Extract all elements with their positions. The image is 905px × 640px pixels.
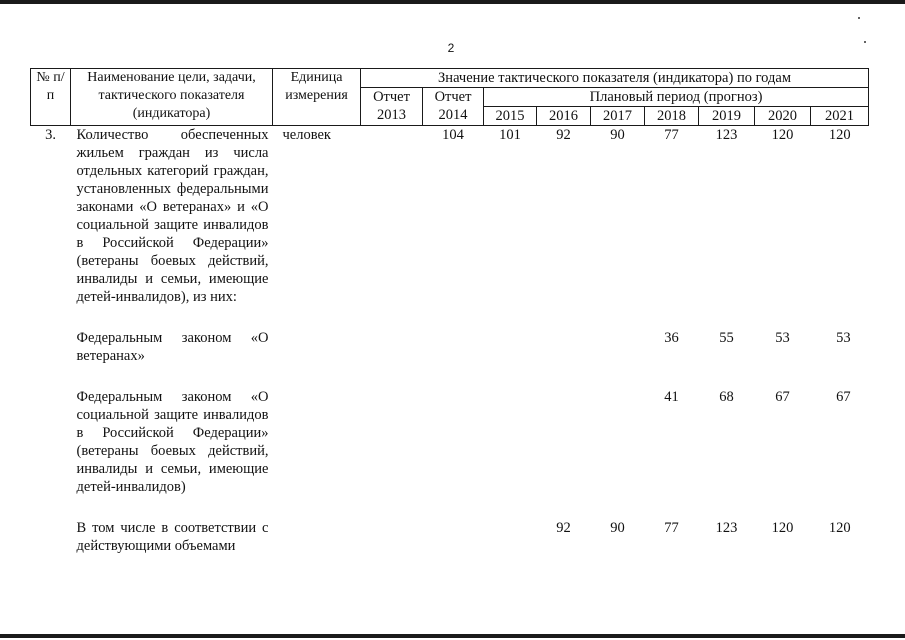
- header-year: 2021: [811, 107, 869, 126]
- value-2016: [537, 388, 591, 496]
- value-2021: 120: [828, 520, 851, 536]
- value-2015: [484, 519, 537, 555]
- row-number: 3.: [45, 127, 56, 143]
- value-report-2014: 104: [442, 127, 464, 143]
- page-bottom-border: [0, 634, 905, 638]
- value-2021: 120: [828, 127, 851, 143]
- value-2017: 90: [610, 520, 625, 536]
- value-report-2014: [423, 388, 484, 496]
- value-2019: 55: [719, 330, 734, 346]
- table-row: [31, 126, 869, 307]
- header-values-group: Значение тактического показателя (индикатора) по годам: [361, 69, 869, 88]
- table-header: [31, 69, 869, 126]
- value-2018: 77: [664, 520, 679, 536]
- value-2016: 92: [556, 127, 571, 143]
- value-2019: 123: [715, 520, 738, 536]
- row-spacer: [31, 496, 869, 519]
- header-year: 2017: [591, 107, 645, 126]
- value-2017: 90: [610, 127, 625, 143]
- header-year: 2016: [537, 107, 591, 126]
- table-row: [31, 388, 869, 496]
- value-report-2013: [361, 329, 423, 365]
- indicator-name: Количество обеспеченных жильем граждан из числа отдельных категорий граждан, установленных федеральными законами «О ветеранах» и «О социальной защите инвалидов в Российской Федерации» (ветераны боевых действий, инвалиды и семьи, имеющие детей-инвалидов), из них:: [76, 127, 269, 305]
- value-2016: 92: [556, 520, 571, 536]
- value-report-2013: [361, 126, 423, 307]
- header-year: 2020: [755, 107, 811, 126]
- unit: [273, 329, 361, 365]
- value-2020: 120: [771, 127, 794, 143]
- indicator-name: В том числе в соответствии с действующими объемами: [76, 520, 269, 554]
- value-2016: [537, 329, 591, 365]
- value-2020: 53: [775, 330, 790, 346]
- indicator-name: Федеральным законом «О ветеранах»: [76, 330, 269, 364]
- row-spacer: [31, 306, 869, 329]
- value-2018: 41: [664, 389, 679, 405]
- value-report-2013: [361, 388, 423, 496]
- header-name: Наименование цели, задачи, тактического показателя (индикатора): [71, 69, 273, 126]
- row-number: [31, 519, 71, 555]
- value-2020: 120: [771, 520, 794, 536]
- header-year: 2018: [645, 107, 699, 126]
- row-spacer: [31, 365, 869, 388]
- value-2018: 77: [664, 127, 679, 143]
- unit: человек: [282, 127, 331, 143]
- row-number: [31, 329, 71, 365]
- unit: [273, 519, 361, 555]
- value-2015: 101: [499, 127, 521, 143]
- header-year: 2019: [699, 107, 755, 126]
- header-no: № п/п: [31, 69, 71, 126]
- value-2017: [591, 329, 645, 365]
- header-report-2013: Отчет 2013: [361, 88, 423, 126]
- value-2021: 53: [836, 330, 851, 346]
- page-top-border: [0, 0, 905, 4]
- value-2020: 67: [775, 389, 790, 405]
- value-2019: 123: [715, 127, 738, 143]
- scan-speck: [858, 17, 860, 19]
- value-2018: 36: [664, 330, 679, 346]
- page-number: 2: [447, 41, 455, 55]
- value-report-2013: [361, 519, 423, 555]
- header-year: 2015: [484, 107, 537, 126]
- table-row: [31, 329, 869, 365]
- table-row: [31, 519, 869, 555]
- scan-speck: [864, 41, 866, 43]
- value-2021: 67: [836, 389, 851, 405]
- row-number: [31, 388, 71, 496]
- indicator-name: Федеральным законом «О социальной защите инвалидов в Российской Федерации» (ветераны боевых действий, инвалиды и семьи, имеющие детей-инвалидов): [76, 389, 269, 495]
- header-report-2014: Отчет 2014: [423, 88, 484, 126]
- unit: [273, 388, 361, 496]
- value-2019: 68: [719, 389, 734, 405]
- value-2015: [484, 388, 537, 496]
- value-2015: [484, 329, 537, 365]
- header-unit: Единица измерения: [273, 69, 361, 126]
- indicators-table: [30, 68, 869, 555]
- value-report-2014: [423, 329, 484, 365]
- header-plan-period: Плановый период (прогноз): [484, 88, 869, 107]
- value-report-2014: [423, 519, 484, 555]
- value-2017: [591, 388, 645, 496]
